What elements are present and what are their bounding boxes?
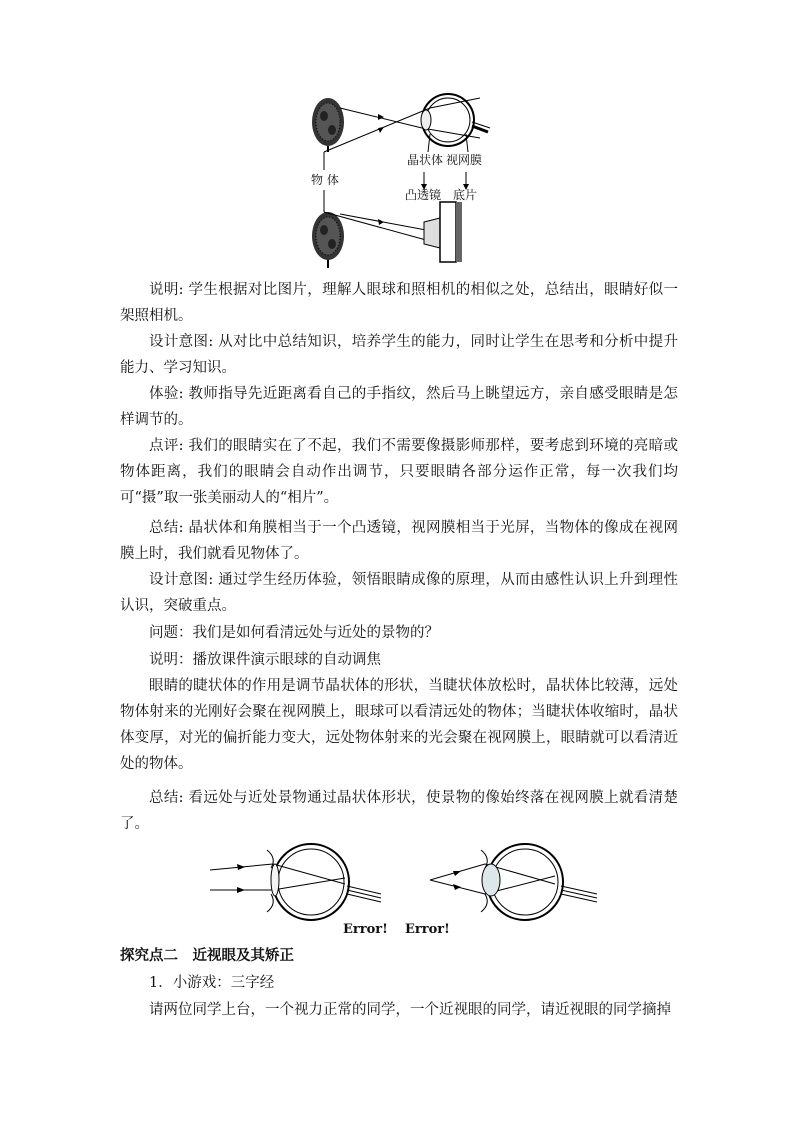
label-lens-body: 晶状体 xyxy=(407,153,444,167)
paragraph-last: 请两位同学上台，一个视力正常的同学，一个近视眼的同学，请近视眼的同学摘掉 xyxy=(149,1002,671,1018)
paragraph-explanation-2: 说明：播放课件演示眼球的自动调焦 xyxy=(149,652,381,668)
paragraph-question: 问题：我们是如何看清远处与近处的景物的？ xyxy=(149,625,439,641)
label-convex-lens: 凸透镜 xyxy=(405,188,442,202)
label-object: 物 体 xyxy=(311,173,339,187)
subheading-game: 1．小游戏：三字经 xyxy=(149,975,275,991)
label-retina: 视网膜 xyxy=(446,153,483,167)
section-heading: 探究点二 近视眼及其矫正 xyxy=(120,948,294,964)
camera-icon xyxy=(324,202,462,262)
object-tree-icon-top xyxy=(312,98,344,152)
paragraph-design-intent-1: 设计意图: 从对比中总结知识，培养学生的能力，同时让学生在思考和分析中提升能力、学习知识。 xyxy=(120,334,678,376)
paragraph-summary-2: 总结: 看远处与近处景物通过晶状体形状，使景物的像始终落在视网膜上就看清楚了。 xyxy=(120,790,678,832)
paragraph-ciliary-body: 眼睛的睫状体的作用是调节晶状体的形状，当睫状体放松时，晶状体比较薄，远处物体射来的光刚好会聚在视网膜上，眼球可以看清远处的物体；当睫状体收缩时，晶状体变厚，对光的偏折能力变大，远处物体射来的光会聚在视网膜上，眼睛就可以看清近处的物体。 xyxy=(120,678,678,772)
paragraph-experience: 体验: 教师指导先近距离看自己的手指纹，然后马上眺望远方，亲自感受眼睛是怎样调节的。 xyxy=(120,386,678,428)
eye-focus-diagram-far xyxy=(205,838,385,922)
paragraph-summary-1: 总结: 晶状体和角膜相当于一个凸透镜，视网膜相当于光屏，当物体的像成在视网膜上时，我们就看见物体了。 xyxy=(120,520,678,562)
paragraph-explanation: 说明: 学生根据对比图片，理解人眼球和照相机的相似之处，总结出，眼睛好似一架照相机。 xyxy=(120,282,678,324)
eye-focus-diagram-near xyxy=(425,838,605,922)
figure-caption-right: Error! xyxy=(405,922,450,937)
paragraph-design-intent-2: 设计意图: 通过学生经历体验，领悟眼睛成像的原理，从而由感性认识上升到理性认识，突破重点。 xyxy=(120,572,678,614)
figure-caption-left: Error! xyxy=(343,922,388,937)
paragraph-comment: 点评: 我们的眼睛实在了不起，我们不需要像摄影师那样，要考虑到环境的亮暗或物体距离，我们的眼睛会自动作出调节，只要眼睛各部分运作正常，每一次我们均可“摄”取一张美丽动人的“相片”。 xyxy=(120,438,678,506)
label-film: 底片 xyxy=(453,188,478,202)
object-tree-icon-bottom xyxy=(312,212,344,268)
